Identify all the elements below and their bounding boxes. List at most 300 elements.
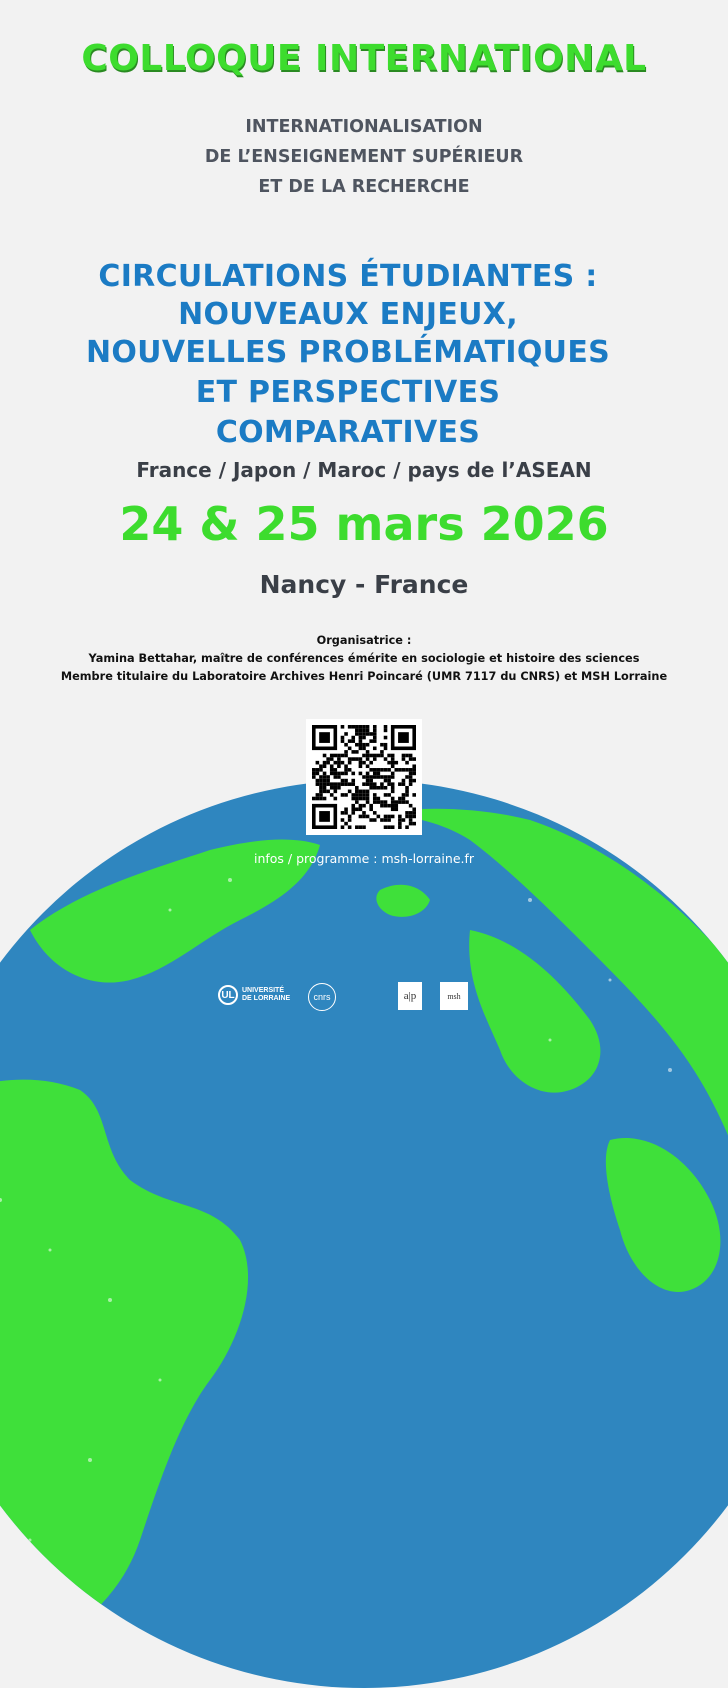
qr-module	[373, 747, 377, 751]
qr-module	[369, 779, 373, 783]
qr-module	[369, 732, 373, 736]
qr-module	[341, 811, 345, 815]
qr-module	[398, 818, 402, 822]
qr-module	[366, 764, 370, 768]
qr-module	[334, 768, 338, 772]
qr-module	[373, 793, 377, 797]
qr-module	[412, 757, 416, 761]
qr-module	[362, 793, 366, 797]
qr-module	[359, 736, 363, 740]
qr-module	[373, 739, 377, 743]
qr-module	[366, 750, 370, 754]
qr-module	[380, 750, 384, 754]
qr-module	[359, 725, 363, 729]
qr-module	[359, 757, 363, 761]
qr-module	[398, 768, 402, 772]
qr-module	[351, 725, 355, 729]
qr-module	[362, 729, 366, 733]
qr-module	[312, 797, 316, 801]
qr-module	[341, 782, 345, 786]
qr-module	[344, 732, 348, 736]
qr-module	[344, 772, 348, 776]
qr-module	[334, 761, 338, 765]
qr-finder-pattern	[319, 811, 330, 822]
qr-module	[394, 800, 398, 804]
qr-module	[319, 768, 323, 772]
qr-module	[334, 790, 338, 794]
globe-landmass-illustration	[0, 780, 728, 1688]
qr-module	[391, 786, 395, 790]
qr-module	[373, 818, 377, 822]
qr-module	[398, 800, 402, 804]
qr-module	[330, 757, 334, 761]
qr-module	[319, 790, 323, 794]
qr-module	[351, 736, 355, 740]
qr-module	[409, 782, 413, 786]
qr-module	[341, 793, 345, 797]
qr-module	[391, 825, 395, 829]
qr-module	[341, 725, 345, 729]
organizer-line-1: Yamina Bettahar, maître de conférences émérite en sociologie et histoire des sciences	[88, 652, 640, 665]
qr-module	[366, 790, 370, 794]
qr-module	[377, 797, 381, 801]
qr-module	[330, 768, 334, 772]
subtitle-line-3: ET DE LA RECHERCHE	[258, 177, 470, 197]
qr-module	[409, 775, 413, 779]
qr-module	[337, 761, 341, 765]
qr-module	[391, 782, 395, 786]
qr-module	[351, 804, 355, 808]
qr-module	[409, 804, 413, 808]
qr-module	[377, 772, 381, 776]
qr-module	[334, 782, 338, 786]
qr-module	[394, 804, 398, 808]
qr-module	[384, 757, 388, 761]
qr-module	[326, 782, 330, 786]
qr-module	[359, 743, 363, 747]
qr-module	[323, 779, 327, 783]
qr-module	[355, 725, 359, 729]
qr-module	[359, 804, 363, 808]
qr-module	[312, 768, 316, 772]
qr-module	[373, 732, 377, 736]
qr-module	[344, 793, 348, 797]
qr-module	[344, 811, 348, 815]
qr-module	[391, 764, 395, 768]
qr-module	[323, 772, 327, 776]
qr-module	[394, 768, 398, 772]
qr-module	[398, 815, 402, 819]
qr-module	[412, 764, 416, 768]
qr-module	[330, 786, 334, 790]
qr-module	[366, 797, 370, 801]
qr-module	[341, 754, 345, 758]
cnrs-logo: cnrs	[308, 983, 336, 1011]
qr-module	[402, 757, 406, 761]
qr-module	[402, 779, 406, 783]
qr-module	[366, 772, 370, 776]
qr-module	[373, 725, 377, 729]
qr-module	[359, 772, 363, 776]
qr-module	[359, 793, 363, 797]
qr-module	[384, 768, 388, 772]
qr-module	[348, 782, 352, 786]
qr-module	[323, 786, 327, 790]
qr-module	[369, 782, 373, 786]
qr-module	[344, 807, 348, 811]
qr-module	[348, 757, 352, 761]
qr-module	[409, 811, 413, 815]
qr-module	[344, 764, 348, 768]
qr-module	[334, 754, 338, 758]
qr-module	[409, 815, 413, 819]
qr-module	[355, 732, 359, 736]
subtitle-line-2: DE L’ENSEIGNEMENT SUPÉRIEUR	[204, 147, 524, 167]
qr-module	[323, 764, 327, 768]
qr-module	[366, 815, 370, 819]
universite-de-lorraine-text	[242, 987, 290, 1003]
qr-module	[316, 793, 320, 797]
qr-module	[344, 754, 348, 758]
qr-module	[369, 786, 373, 790]
qr-module	[359, 732, 363, 736]
qr-module	[373, 786, 377, 790]
event-location: Nancy - France	[259, 570, 469, 599]
qr-module	[387, 804, 391, 808]
qr-module	[362, 790, 366, 794]
qr-module	[369, 754, 373, 758]
qr-module	[355, 807, 359, 811]
qr-module	[369, 804, 373, 808]
qr-module	[341, 818, 345, 822]
qr-module	[412, 815, 416, 819]
qr-module	[348, 739, 352, 743]
qr-module	[384, 793, 388, 797]
qr-module	[359, 807, 363, 811]
qr-module	[405, 768, 409, 772]
qr-module	[412, 772, 416, 776]
qr-module	[366, 729, 370, 733]
qr-module	[366, 725, 370, 729]
qr-module	[348, 747, 352, 751]
qr-module	[326, 775, 330, 779]
qr-module	[348, 725, 352, 729]
qr-module	[391, 804, 395, 808]
qr-module	[355, 750, 359, 754]
qr-module	[355, 757, 359, 761]
qr-module	[337, 775, 341, 779]
qr-module	[369, 768, 373, 772]
qr-module	[405, 825, 409, 829]
qr-module	[316, 782, 320, 786]
qr-module	[366, 743, 370, 747]
qr-module	[341, 779, 345, 783]
qr-module	[366, 793, 370, 797]
qr-module	[373, 782, 377, 786]
qr-module	[316, 772, 320, 776]
qr-module	[384, 800, 388, 804]
qr-module	[384, 825, 388, 829]
qr-module	[337, 757, 341, 761]
qr-module	[380, 804, 384, 808]
qr-code[interactable]	[306, 719, 422, 835]
qr-module	[355, 790, 359, 794]
qr-module	[362, 761, 366, 765]
qr-module	[319, 779, 323, 783]
qr-module	[387, 761, 391, 765]
qr-module	[337, 782, 341, 786]
qr-module	[387, 815, 391, 819]
qr-module	[391, 790, 395, 794]
qr-module	[362, 732, 366, 736]
qr-module	[344, 782, 348, 786]
qr-module	[341, 739, 345, 743]
qr-module	[362, 782, 366, 786]
qr-module	[402, 782, 406, 786]
qr-module	[373, 729, 377, 733]
qr-module	[323, 775, 327, 779]
qr-module	[348, 815, 352, 819]
qr-module	[373, 736, 377, 740]
qr-module	[387, 818, 391, 822]
qr-module	[387, 793, 391, 797]
qr-module	[373, 775, 377, 779]
countries-list: France / Japon / Maroc / pays de l’ASEAN	[136, 458, 592, 482]
qr-finder-pattern	[319, 732, 330, 743]
qr-module	[398, 822, 402, 826]
qr-module	[369, 807, 373, 811]
subtitle-line-1: INTERNATIONALISATION	[245, 117, 483, 137]
qr-module	[402, 793, 406, 797]
qr-module	[405, 790, 409, 794]
qr-module	[387, 825, 391, 829]
qr-module	[366, 775, 370, 779]
qr-module	[316, 768, 320, 772]
qr-module	[394, 807, 398, 811]
qr-module	[348, 825, 352, 829]
qr-module	[391, 775, 395, 779]
qr-module	[319, 775, 323, 779]
qr-module	[409, 757, 413, 761]
qr-module	[384, 786, 388, 790]
qr-module	[323, 761, 327, 765]
qr-module	[348, 818, 352, 822]
qr-module	[377, 815, 381, 819]
qr-module	[362, 811, 366, 815]
msh-lorraine-logo: msh	[440, 982, 468, 1010]
theme-line-5: COMPARATIVES	[215, 415, 481, 450]
qr-module	[366, 732, 370, 736]
qr-module	[380, 768, 384, 772]
qr-module	[373, 811, 377, 815]
qr-module	[409, 768, 413, 772]
qr-module	[405, 754, 409, 758]
qr-module	[380, 782, 384, 786]
qr-module	[387, 775, 391, 779]
qr-module	[351, 793, 355, 797]
qr-module	[366, 754, 370, 758]
qr-module	[409, 822, 413, 826]
qr-module	[398, 797, 402, 801]
qr-module	[348, 790, 352, 794]
qr-module	[362, 797, 366, 801]
qr-module	[391, 807, 395, 811]
qr-module	[412, 768, 416, 772]
theme-line-3: NOUVELLES PROBLÉMATIQUES	[85, 335, 611, 370]
qr-module	[409, 772, 413, 776]
universite-de-lorraine-mark: UL	[218, 985, 238, 1005]
qr-module	[351, 757, 355, 761]
qr-module	[351, 739, 355, 743]
qr-module	[377, 786, 381, 790]
qr-module	[359, 747, 363, 751]
qr-module	[362, 775, 366, 779]
qr-module	[319, 764, 323, 768]
qr-module	[359, 729, 363, 733]
qr-module	[334, 775, 338, 779]
qr-module	[351, 750, 355, 754]
qr-module	[359, 790, 363, 794]
qr-module	[384, 804, 388, 808]
qr-module	[405, 775, 409, 779]
qr-module	[412, 811, 416, 815]
qr-module	[355, 797, 359, 801]
qr-module	[326, 761, 330, 765]
qr-module	[387, 768, 391, 772]
qr-module	[402, 818, 406, 822]
qr-module	[351, 797, 355, 801]
qr-module	[373, 797, 377, 801]
qr-module	[359, 797, 363, 801]
qr-module	[412, 822, 416, 826]
qr-module	[366, 782, 370, 786]
qr-module	[380, 786, 384, 790]
qr-module	[362, 754, 366, 758]
qr-module	[355, 786, 359, 790]
qr-module	[337, 772, 341, 776]
qr-module	[412, 793, 416, 797]
qr-module	[348, 761, 352, 765]
qr-module	[344, 822, 348, 826]
qr-module	[323, 790, 327, 794]
qr-module	[330, 782, 334, 786]
qr-module	[355, 729, 359, 733]
qr-module	[351, 811, 355, 815]
theme-line-4: ET PERSPECTIVES	[195, 375, 501, 410]
qr-module	[341, 761, 345, 765]
qr-module	[387, 782, 391, 786]
qr-module	[330, 764, 334, 768]
qr-module	[337, 786, 341, 790]
qr-module	[323, 782, 327, 786]
qr-finder-pattern	[398, 732, 409, 743]
qr-module	[380, 754, 384, 758]
qr-module	[391, 772, 395, 776]
qr-module	[387, 754, 391, 758]
qr-module	[373, 768, 377, 772]
qr-module	[384, 815, 388, 819]
qr-module	[377, 800, 381, 804]
qr-module	[377, 768, 381, 772]
qr-module	[366, 757, 370, 761]
event-dates: 24 & 25 mars 2026	[119, 497, 609, 551]
qr-module	[351, 772, 355, 776]
qr-module	[323, 754, 327, 758]
ul-text-line-2: DE LORRAINE	[242, 995, 291, 1002]
qr-module	[373, 772, 377, 776]
qr-module	[319, 797, 323, 801]
qr-module	[355, 800, 359, 804]
qr-module	[341, 736, 345, 740]
qr-module	[384, 736, 388, 740]
qr-module	[355, 793, 359, 797]
qr-module	[316, 779, 320, 783]
qr-module	[362, 747, 366, 751]
qr-module	[384, 775, 388, 779]
qr-module	[391, 754, 395, 758]
qr-module	[369, 739, 373, 743]
qr-module	[334, 786, 338, 790]
qr-module	[380, 818, 384, 822]
qr-module	[337, 764, 341, 768]
qr-module	[412, 779, 416, 783]
qr-module	[387, 779, 391, 783]
qr-module	[326, 757, 330, 761]
qr-module	[334, 797, 338, 801]
qr-module	[384, 818, 388, 822]
qr-module	[359, 761, 363, 765]
qr-module	[405, 793, 409, 797]
theme-line-2: NOUVEAUX ENJEUX,	[178, 297, 518, 332]
qr-module	[351, 807, 355, 811]
qr-module	[362, 725, 366, 729]
organizer-line-2: Membre titulaire du Laboratoire Archives Henri Poincaré (UMR 7117 du CNRS) et MSH Lorraine	[60, 670, 668, 683]
qr-module	[359, 739, 363, 743]
qr-module	[312, 772, 316, 776]
qr-module	[373, 757, 377, 761]
qr-module	[380, 743, 384, 747]
qr-module	[359, 764, 363, 768]
qr-module	[369, 818, 373, 822]
qr-module	[394, 761, 398, 765]
qr-module	[323, 797, 327, 801]
qr-module	[362, 825, 366, 829]
organizer-label: Organisatrice :	[316, 634, 412, 647]
qr-module	[398, 782, 402, 786]
qr-module	[409, 754, 413, 758]
qr-module	[316, 797, 320, 801]
qr-module	[391, 757, 395, 761]
qr-module	[316, 761, 320, 765]
qr-module	[330, 772, 334, 776]
qr-module	[355, 743, 359, 747]
qr-module	[402, 768, 406, 772]
info-link-text[interactable]: infos / programme : msh-lorraine.fr	[253, 851, 475, 866]
qr-module	[412, 807, 416, 811]
ul-text-line-1: UNIVERSITÉ	[242, 987, 285, 994]
qr-module	[391, 761, 395, 765]
qr-module	[391, 797, 395, 801]
qr-module	[384, 743, 388, 747]
qr-module	[405, 761, 409, 765]
qr-module	[326, 779, 330, 783]
qr-module	[344, 750, 348, 754]
qr-module	[373, 754, 377, 758]
qr-module	[402, 754, 406, 758]
qr-module	[355, 825, 359, 829]
qr-module	[409, 818, 413, 822]
qr-module	[380, 775, 384, 779]
